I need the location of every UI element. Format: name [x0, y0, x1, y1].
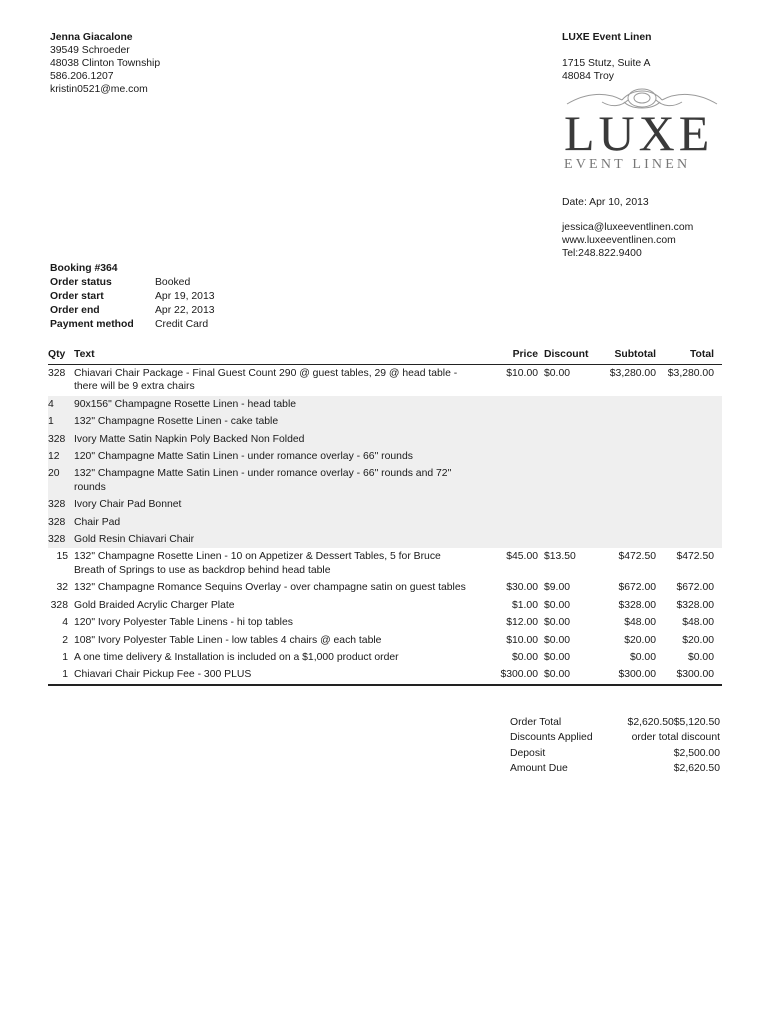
company-contact — [562, 221, 693, 260]
cell-text: Gold Braided Acrylic Charger Plate — [74, 599, 235, 611]
table-row — [48, 548, 722, 579]
cell-price: $300.00 — [500, 669, 538, 681]
cell-text: Ivory Chair Pad Bonnet — [74, 499, 182, 511]
customer-name: Jenna Giacalone — [50, 32, 133, 43]
table-row — [48, 649, 722, 666]
spacer — [562, 44, 752, 57]
payment-method-label: Payment method — [50, 318, 134, 330]
deposit-label: Deposit — [510, 747, 546, 759]
booking-details — [50, 261, 300, 331]
cell-text: 132" Champagne Rosette Linen - cake table — [74, 416, 279, 428]
cell-subtotal: $48.00 — [624, 617, 656, 629]
deposit-value: $2,500.00 — [673, 747, 720, 759]
cell-total: $48.00 — [682, 617, 714, 629]
cell-qty: 328 — [48, 499, 66, 511]
table-row — [48, 632, 722, 649]
cell-text: 108" Ivory Polyester Table Linen - low tables 4 chairs @ each table — [74, 634, 382, 646]
table-body — [48, 365, 722, 684]
cell-subtotal: $472.50 — [618, 551, 656, 563]
order-start-value: Apr 19, 2013 — [155, 290, 215, 302]
customer-street: 39549 Schroeder — [50, 45, 130, 56]
cell-price: $10.00 — [506, 634, 538, 646]
cell-price: $30.00 — [506, 582, 538, 594]
discounts-value: order total discount — [631, 732, 720, 744]
cell-total: $3,280.00 — [667, 368, 714, 379]
totals-block — [510, 715, 720, 777]
cell-qty: 1 — [48, 416, 54, 428]
customer-address-block — [50, 31, 280, 96]
cell-qty: 328 — [48, 368, 66, 379]
company-logo — [562, 80, 722, 175]
header-text: Text — [74, 348, 95, 360]
customer-email: kristin0521@me.com — [50, 84, 148, 95]
cell-qty: 328 — [48, 433, 66, 445]
company-email: jessica@luxeeventlinen.com — [562, 222, 694, 233]
cell-price: $45.00 — [506, 551, 538, 563]
cell-qty: 1 — [62, 651, 68, 663]
cell-qty: 1 — [62, 669, 68, 681]
cell-subtotal: $0.00 — [629, 651, 656, 663]
cell-price: $1.00 — [511, 599, 538, 611]
logo-main-text: LUXE — [564, 105, 714, 161]
company-name: LUXE Event Linen — [562, 32, 652, 43]
cell-text: A one time delivery & Installation is included on a $1,000 product order — [74, 651, 399, 663]
cell-qty: 20 — [48, 468, 60, 480]
customer-phone: 586.206.1207 — [50, 71, 114, 82]
cell-text: Chair Pad — [74, 516, 121, 528]
header-discount: Discount — [544, 348, 589, 360]
table-row — [48, 465, 722, 496]
table-row — [48, 579, 722, 596]
table-row — [48, 448, 722, 465]
cell-qty: 328 — [50, 599, 68, 611]
cell-text: Chiavari Chair Package - Final Guest Count 290 @ guest tables, 29 @ head table - there will be 9 extra chairs — [74, 368, 458, 393]
cell-discount: $0.00 — [544, 368, 571, 379]
cell-price: $0.00 — [511, 651, 538, 663]
amount-due-label: Amount Due — [510, 763, 568, 775]
cell-text: 120" Champagne Matte Satin Linen - under romance overlay - 66" rounds — [74, 451, 413, 463]
cell-text: 132" Champagne Matte Satin Linen - under romance overlay - 66" rounds and 72" rounds — [74, 468, 452, 493]
cell-qty: 328 — [48, 516, 66, 528]
amount-due-row — [510, 761, 720, 776]
cell-text: 132" Champagne Romance Sequins Overlay - over champagne satin on guest tables — [74, 582, 466, 594]
cell-subtotal: $300.00 — [618, 669, 656, 681]
cell-discount: $0.00 — [544, 599, 571, 611]
cell-subtotal: $3,280.00 — [609, 368, 656, 379]
header-subtotal: Subtotal — [614, 348, 656, 360]
company-city: 48084 Troy — [562, 71, 614, 82]
order-status-label: Order status — [50, 276, 112, 288]
cell-qty: 4 — [48, 398, 54, 410]
cell-qty: 32 — [56, 582, 68, 594]
order-total-row — [510, 715, 720, 730]
order-end-value: Apr 22, 2013 — [155, 304, 215, 316]
booking-title: Booking #364 — [50, 262, 118, 274]
cell-subtotal: $672.00 — [618, 582, 656, 594]
logo-ornament-icon — [562, 80, 722, 175]
cell-price: $12.00 — [506, 617, 538, 629]
cell-total: $472.50 — [676, 551, 714, 563]
header-price: Price — [512, 348, 538, 360]
logo-sub-text: EVENT LINEN — [564, 157, 691, 172]
header-qty: Qty — [48, 348, 66, 360]
cell-discount: $13.50 — [544, 551, 576, 563]
table-row — [48, 365, 722, 396]
order-start-label: Order start — [50, 290, 104, 302]
payment-method-value: Credit Card — [155, 318, 209, 330]
cell-qty: 328 — [48, 534, 66, 546]
cell-text: 90x156" Champagne Rosette Linen - head table — [74, 398, 297, 410]
cell-qty: 2 — [62, 634, 68, 646]
table-row — [48, 514, 722, 531]
cell-price: $10.00 — [506, 368, 538, 379]
cell-qty: 12 — [48, 451, 60, 463]
cell-discount: $0.00 — [544, 651, 571, 663]
cell-total: $300.00 — [676, 669, 714, 681]
table-row — [48, 597, 722, 614]
deposit-row — [510, 746, 720, 761]
order-total-value: $2,620.50$5,120.50 — [627, 717, 720, 728]
cell-total: $328.00 — [676, 599, 714, 611]
header-total: Total — [689, 348, 714, 360]
line-items-table — [48, 344, 722, 686]
cell-qty: 4 — [62, 617, 68, 629]
amount-due-value: $2,620.50 — [673, 763, 720, 775]
cell-qty: 15 — [56, 551, 68, 563]
cell-total: $672.00 — [676, 582, 714, 594]
cell-total: $20.00 — [682, 634, 714, 646]
cell-text: Chiavari Chair Pickup Fee - 300 PLUS — [74, 669, 252, 681]
order-end-label: Order end — [50, 304, 100, 316]
order-start-row — [50, 289, 300, 303]
order-status-value: Booked — [155, 276, 191, 288]
table-row — [48, 431, 722, 448]
order-status-row — [50, 275, 300, 289]
cell-text: Gold Resin Chiavari Chair — [74, 534, 195, 546]
discounts-row — [510, 730, 720, 745]
order-total-label: Order Total — [510, 717, 562, 728]
cell-text: 132" Champagne Rosette Linen - 10 on Appetizer & Dessert Tables, 5 for Bruce Breath of Springs to use as backdrop behind head table — [74, 551, 441, 576]
cell-total: $0.00 — [687, 651, 714, 663]
cell-text: 120" Ivory Polyester Table Linens - hi top tables — [74, 617, 293, 629]
cell-text: Ivory Matte Satin Napkin Poly Backed Non Folded — [74, 433, 305, 445]
order-end-row — [50, 303, 300, 317]
cell-subtotal: $328.00 — [618, 599, 656, 611]
cell-discount: $0.00 — [544, 669, 571, 681]
payment-method-row — [50, 317, 300, 331]
table-row — [48, 531, 722, 548]
table-row — [48, 666, 722, 683]
company-website: www.luxeeventlinen.com — [562, 235, 676, 246]
table-row — [48, 413, 722, 430]
table-row — [48, 396, 722, 413]
company-address-block — [562, 31, 752, 83]
cell-subtotal: $20.00 — [624, 634, 656, 646]
invoice-date: Date: Apr 10, 2013 — [562, 197, 649, 208]
customer-city: 48038 Clinton Township — [50, 58, 161, 69]
table-row — [48, 614, 722, 631]
cell-discount: $0.00 — [544, 617, 571, 629]
company-tel: Tel:248.822.9400 — [562, 248, 642, 259]
company-street: 1715 Stutz, Suite A — [562, 58, 651, 69]
cell-discount: $0.00 — [544, 634, 571, 646]
table-header — [48, 344, 722, 365]
discounts-label: Discounts Applied — [510, 732, 593, 744]
table-row — [48, 496, 722, 513]
cell-discount: $9.00 — [544, 582, 571, 594]
